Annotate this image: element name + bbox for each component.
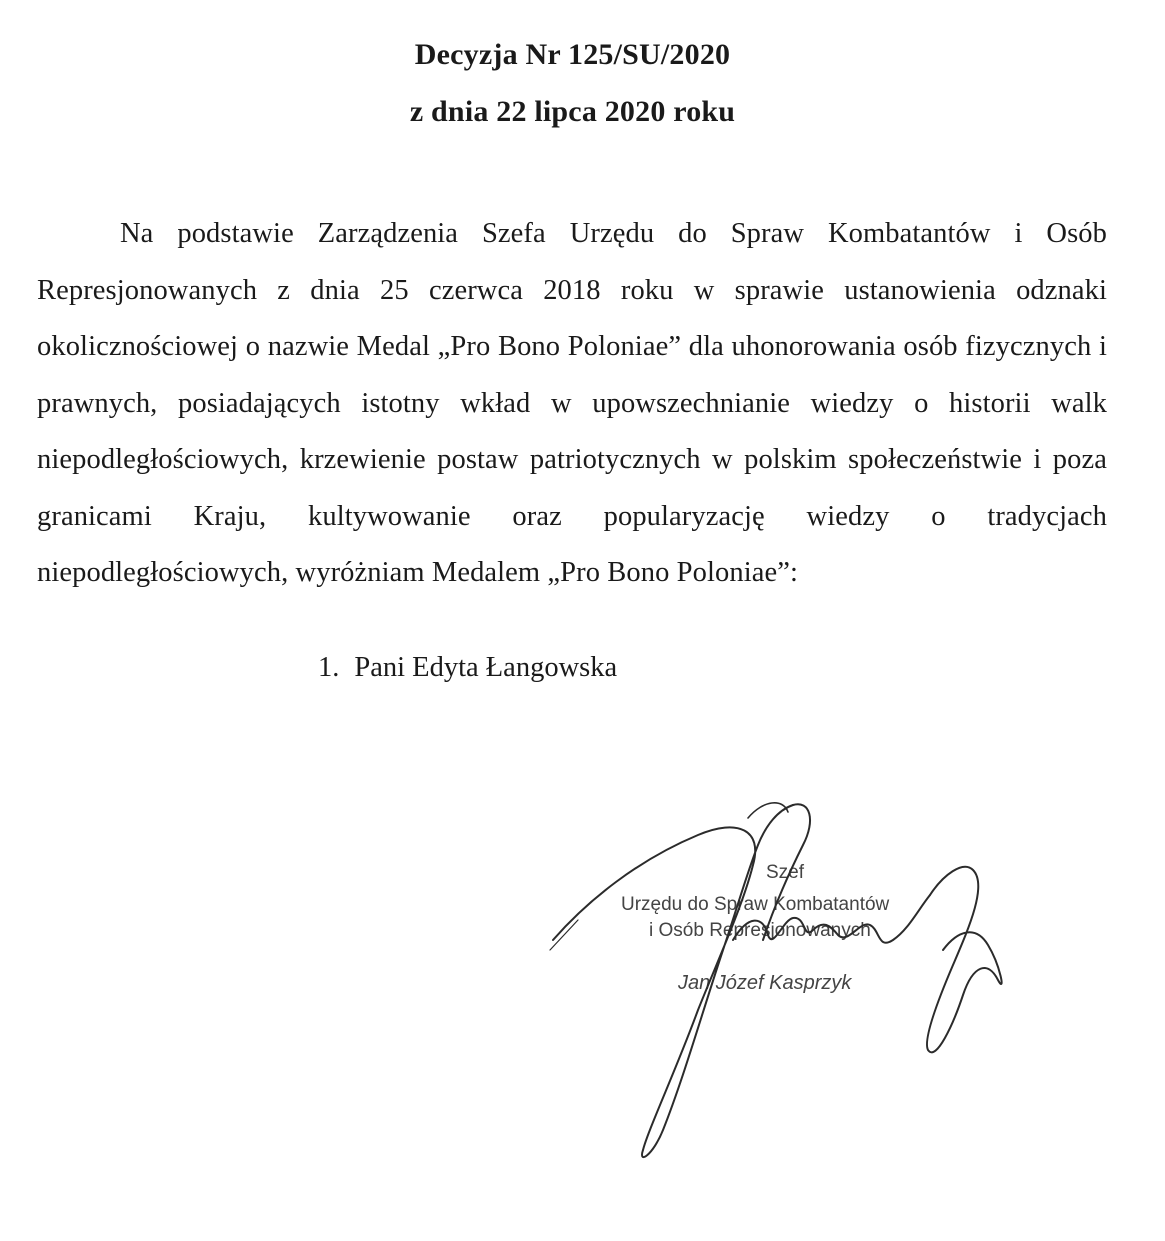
- stamp-office-line-2: i Osób Represjonowanych: [649, 920, 871, 941]
- document-date: z dnia 22 lipca 2020 roku: [409, 95, 736, 128]
- awardee-list: [318, 652, 617, 684]
- stamp-title: Szef: [766, 862, 805, 883]
- list-item: [318, 652, 617, 684]
- decision-paragraph: Na podstawie Zarządzenia Szefa Urzędu do Spraw Kombatantów i Osób Represjonowanych z dnia 25 czerwca 2018 roku w sprawie ustanowienia odznaki okolicznościowej o nazwie Medal „Pro Bono Poloniae” dla uhonorowania osób fizycznych i prawnych, posiadających istotny wkład w upowszechnianie wiedzy o historii walk niepodległościowych, krzewienie postaw patriotycznych w polskim społeczeństwie i poza granicami Kraju, kultywowanie oraz popularyzację wiedzy o tradycjach niepodległościowych, wyróżniam Medalem „Pro Bono Poloniae”:: [37, 218, 1107, 588]
- list-item-number: 1.: [318, 652, 340, 683]
- signer-name: Jan Józef Kasprzyk: [678, 972, 852, 994]
- document-title: Decyzja Nr 125/SU/2020: [414, 38, 731, 71]
- signature-block: [548, 790, 1048, 1170]
- stamp-office-line-1: Urzędu do Spraw Kombatantów: [621, 894, 890, 915]
- handwritten-signature: [548, 790, 1048, 1170]
- awardee-name: Pani Edyta Łangowska: [354, 652, 618, 683]
